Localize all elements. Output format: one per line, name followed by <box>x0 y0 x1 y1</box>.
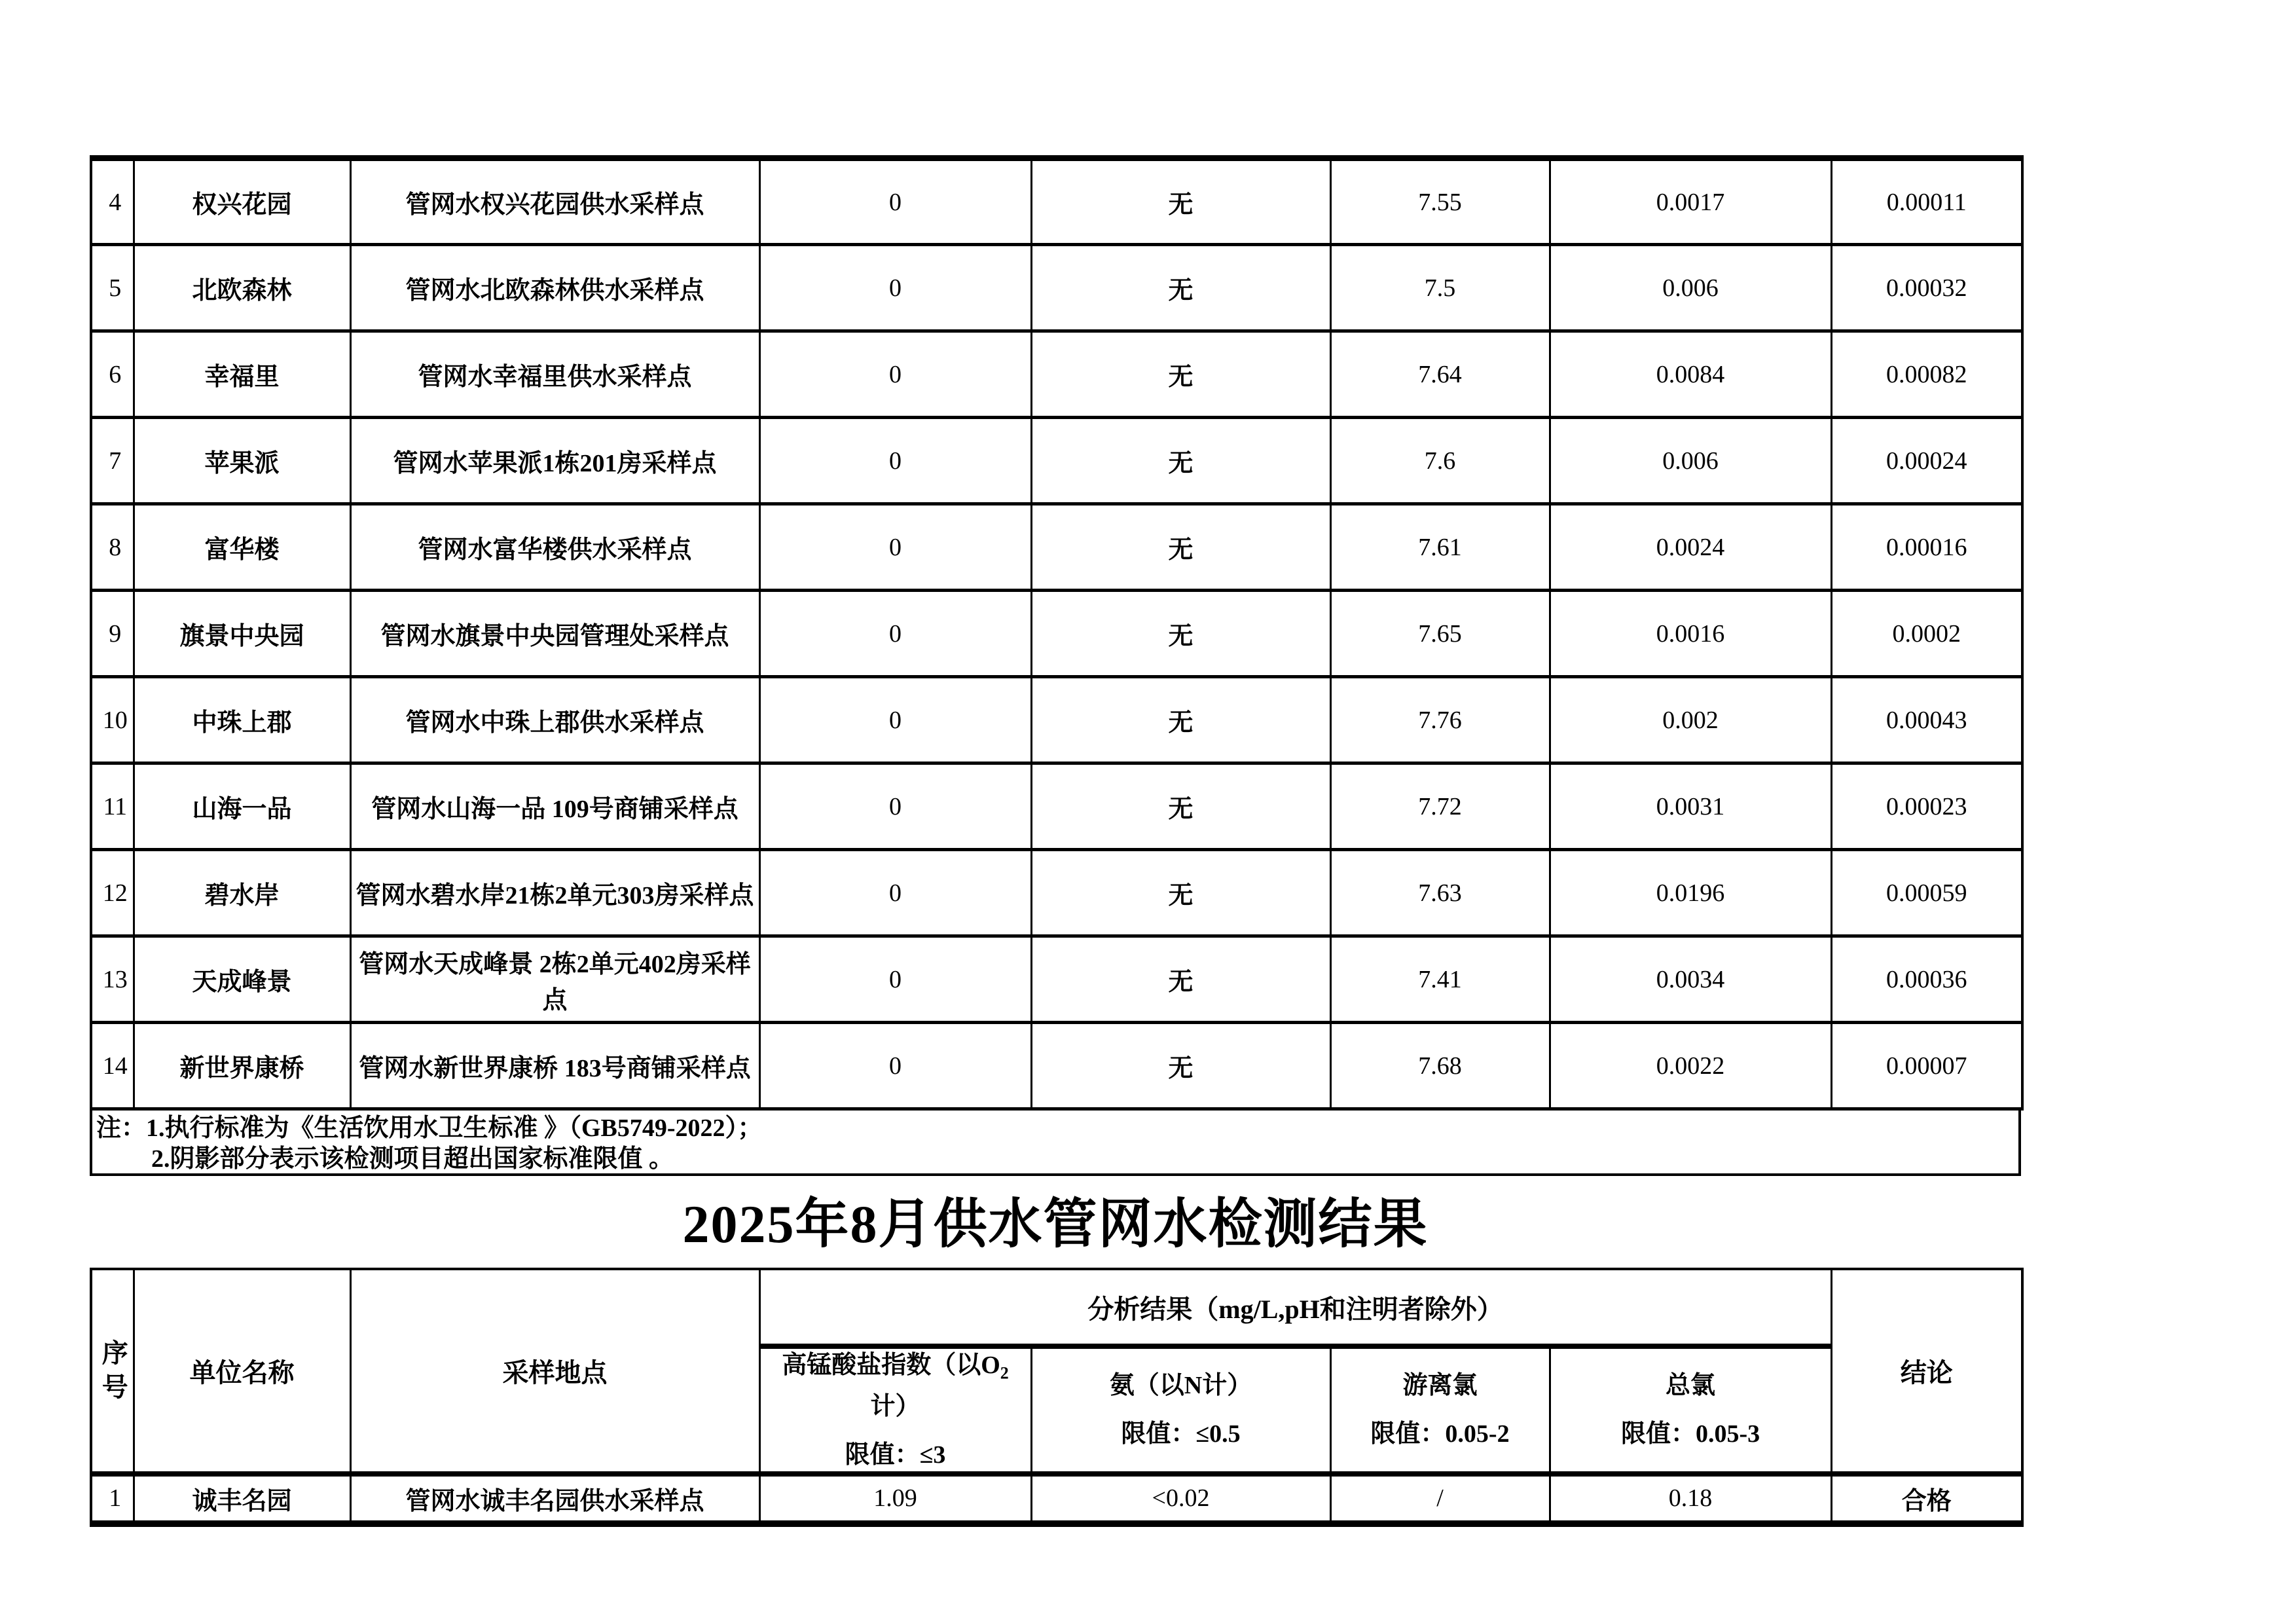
seq-cell: 13 <box>91 936 134 1023</box>
value-cell-2: 无 <box>1031 591 1330 677</box>
conclusion-cell: 合格 <box>1831 1474 2022 1524</box>
value-cell-5: 0.00016 <box>1831 504 2022 591</box>
value-cell-3: 7.68 <box>1330 1023 1550 1109</box>
note-line-2: 2.阴影部分表示该检测项目超出国家标准限值 。 <box>151 1145 674 1173</box>
free-chlorine-limit: 限值：0.05-2 <box>1370 1420 1510 1448</box>
value-cell-2: 无 <box>1031 677 1330 763</box>
sampling-location-cell: 管网水苹果派1栋201房采样点 <box>350 418 759 504</box>
table-row <box>91 158 2022 245</box>
sampling-location-cell: 管网水幸福里供水采样点 <box>350 331 759 418</box>
unit-name-cell: 北欧森林 <box>134 245 350 331</box>
note-line-1: 注：1.执行标准为《生活饮用水卫生标准 》（GB5749-2022）； <box>96 1114 763 1142</box>
total-chlorine-label: 总氯 <box>1666 1372 1716 1400</box>
value-cell-4: 0.006 <box>1550 418 1831 504</box>
value-cell-4: 0.0031 <box>1550 763 1831 850</box>
value-cell-2: 无 <box>1031 331 1330 418</box>
value-cell-1: 0 <box>759 331 1031 418</box>
table-row <box>91 591 2022 677</box>
ammonia-value-cell: <0.02 <box>1031 1474 1330 1524</box>
sampling-location-header: 采样地点 <box>350 1269 759 1474</box>
value-cell-2: 无 <box>1031 936 1330 1023</box>
seq-cell: 4 <box>91 158 134 245</box>
value-cell-4: 0.006 <box>1550 245 1831 331</box>
sampling-location-cell: 管网水富华楼供水采样点 <box>350 504 759 591</box>
total-chlorine-limit: 限值：0.05-3 <box>1620 1420 1760 1448</box>
table-row <box>91 850 2022 936</box>
cod-value-cell: 1.09 <box>759 1474 1031 1524</box>
table-row <box>91 245 2022 331</box>
sampling-location-cell: 管网水新世界康桥 183号商铺采样点 <box>350 1023 759 1109</box>
value-cell-5: 0.00011 <box>1831 158 2022 245</box>
value-cell-1: 0 <box>759 936 1031 1023</box>
sampling-location-cell: 管网水山海一品 109号商铺采样点 <box>350 763 759 850</box>
seq-cell: 11 <box>91 763 134 850</box>
table-row <box>91 936 2022 1023</box>
value-cell-5: 0.00059 <box>1831 850 2022 936</box>
total-chlorine-value-cell: 0.18 <box>1550 1474 1831 1524</box>
value-cell-1: 0 <box>759 763 1031 850</box>
value-cell-2: 无 <box>1031 418 1330 504</box>
value-cell-5: 0.00036 <box>1831 936 2022 1023</box>
cod-index-limit: 限值：≤3 <box>845 1441 946 1469</box>
value-cell-5: 0.00024 <box>1831 418 2022 504</box>
value-cell-5: 0.00007 <box>1831 1023 2022 1109</box>
value-cell-3: 7.5 <box>1330 245 1550 331</box>
value-cell-5: 0.00043 <box>1831 677 2022 763</box>
value-cell-3: 7.41 <box>1330 936 1550 1023</box>
value-cell-1: 0 <box>759 850 1031 936</box>
unit-name-cell: 苹果派 <box>134 418 350 504</box>
value-cell-1: 0 <box>759 677 1031 763</box>
value-cell-5: 0.00032 <box>1831 245 2022 331</box>
conclusion-header: 结论 <box>1831 1269 2022 1474</box>
seq-cell: 12 <box>91 850 134 936</box>
table-row <box>91 418 2022 504</box>
table-row <box>91 1023 2022 1109</box>
unit-name-cell: 山海一品 <box>134 763 350 850</box>
free-chlorine-label: 游离氯 <box>1402 1372 1478 1400</box>
unit-name-cell: 中珠上郡 <box>134 677 350 763</box>
free-chlorine-value-cell: / <box>1330 1474 1550 1524</box>
value-cell-3: 7.6 <box>1330 418 1550 504</box>
unit-name-cell: 权兴花园 <box>134 158 350 245</box>
seq-cell: 10 <box>91 677 134 763</box>
seq-cell: 14 <box>91 1023 134 1109</box>
value-cell-4: 0.0034 <box>1550 936 1831 1023</box>
table-row <box>91 1474 2022 1524</box>
sampling-location-cell: 管网水旗景中央园管理处采样点 <box>350 591 759 677</box>
value-cell-3: 7.72 <box>1330 763 1550 850</box>
sampling-location-cell: 管网水中珠上郡供水采样点 <box>350 677 759 763</box>
value-cell-2: 无 <box>1031 850 1330 936</box>
ammonia-label: 氨（以N计） <box>1109 1372 1252 1400</box>
ammonia-limit: 限值：≤0.5 <box>1121 1420 1241 1448</box>
value-cell-4: 0.0084 <box>1550 331 1831 418</box>
sampling-location-cell: 管网水北欧森林供水采样点 <box>350 245 759 331</box>
value-cell-1: 0 <box>759 504 1031 591</box>
value-cell-4: 0.0022 <box>1550 1023 1831 1109</box>
unit-name-cell: 旗景中央园 <box>134 591 350 677</box>
value-cell-1: 0 <box>759 591 1031 677</box>
sampling-location-cell: 管网水碧水岸21栋2单元303房采样点 <box>350 850 759 936</box>
seq-cell: 1 <box>91 1474 134 1524</box>
unit-name-cell: 诚丰名园 <box>134 1474 350 1524</box>
seq-cell: 5 <box>91 245 134 331</box>
seq-header: 序号 <box>91 1269 134 1474</box>
value-cell-2: 无 <box>1031 1023 1330 1109</box>
page-title: 2025年8月供水管网水检测结果 <box>682 1194 1429 1254</box>
value-cell-3: 7.61 <box>1330 504 1550 591</box>
unit-name-cell: 幸福里 <box>134 331 350 418</box>
total-chlorine-header <box>1550 1346 1831 1474</box>
value-cell-2: 无 <box>1031 763 1330 850</box>
value-cell-4: 0.0024 <box>1550 504 1831 591</box>
free-chlorine-header <box>1330 1346 1550 1474</box>
sampling-location-cell: 管网水天成峰景 2栋2单元402房采样点 <box>350 936 759 1023</box>
table-row <box>91 331 2022 418</box>
value-cell-3: 7.65 <box>1330 591 1550 677</box>
report-document <box>90 155 2021 1527</box>
unit-name-header: 单位名称 <box>134 1269 350 1474</box>
seq-cell: 9 <box>91 591 134 677</box>
value-cell-2: 无 <box>1031 158 1330 245</box>
unit-name-cell: 碧水岸 <box>134 850 350 936</box>
unit-name-cell: 富华楼 <box>134 504 350 591</box>
value-cell-1: 0 <box>759 245 1031 331</box>
table-row <box>91 504 2022 591</box>
water-test-continuation-table <box>90 155 2024 1111</box>
ammonia-header <box>1031 1346 1330 1474</box>
seq-cell: 8 <box>91 504 134 591</box>
cod-index-header <box>759 1346 1031 1474</box>
analysis-results-header: 分析结果（mg/L,pH和注明者除外） <box>759 1269 1831 1346</box>
value-cell-2: 无 <box>1031 504 1330 591</box>
august-results-table <box>90 1268 2024 1527</box>
value-cell-4: 0.002 <box>1550 677 1831 763</box>
value-cell-3: 7.55 <box>1330 158 1550 245</box>
unit-name-cell: 新世界康桥 <box>134 1023 350 1109</box>
value-cell-3: 7.76 <box>1330 677 1550 763</box>
unit-name-cell: 天成峰景 <box>134 936 350 1023</box>
value-cell-3: 7.63 <box>1330 850 1550 936</box>
seq-cell: 6 <box>91 331 134 418</box>
value-cell-5: 0.00082 <box>1831 331 2022 418</box>
value-cell-1: 0 <box>759 158 1031 245</box>
value-cell-5: 0.00023 <box>1831 763 2022 850</box>
header-row-top <box>91 1269 2022 1346</box>
value-cell-1: 0 <box>759 418 1031 504</box>
notes-block <box>90 1111 2021 1176</box>
table-row <box>91 763 2022 850</box>
value-cell-4: 0.0196 <box>1550 850 1831 936</box>
value-cell-5: 0.0002 <box>1831 591 2022 677</box>
value-cell-3: 7.64 <box>1330 331 1550 418</box>
value-cell-4: 0.0017 <box>1550 158 1831 245</box>
value-cell-2: 无 <box>1031 245 1330 331</box>
value-cell-1: 0 <box>759 1023 1031 1109</box>
sampling-location-cell: 管网水权兴花园供水采样点 <box>350 158 759 245</box>
table-row <box>91 677 2022 763</box>
cod-index-label: 高锰酸盐指数（以$O_2$计） <box>782 1351 1009 1420</box>
sampling-location-cell: 管网水诚丰名园供水采样点 <box>350 1474 759 1524</box>
value-cell-4: 0.0016 <box>1550 591 1831 677</box>
seq-cell: 7 <box>91 418 134 504</box>
